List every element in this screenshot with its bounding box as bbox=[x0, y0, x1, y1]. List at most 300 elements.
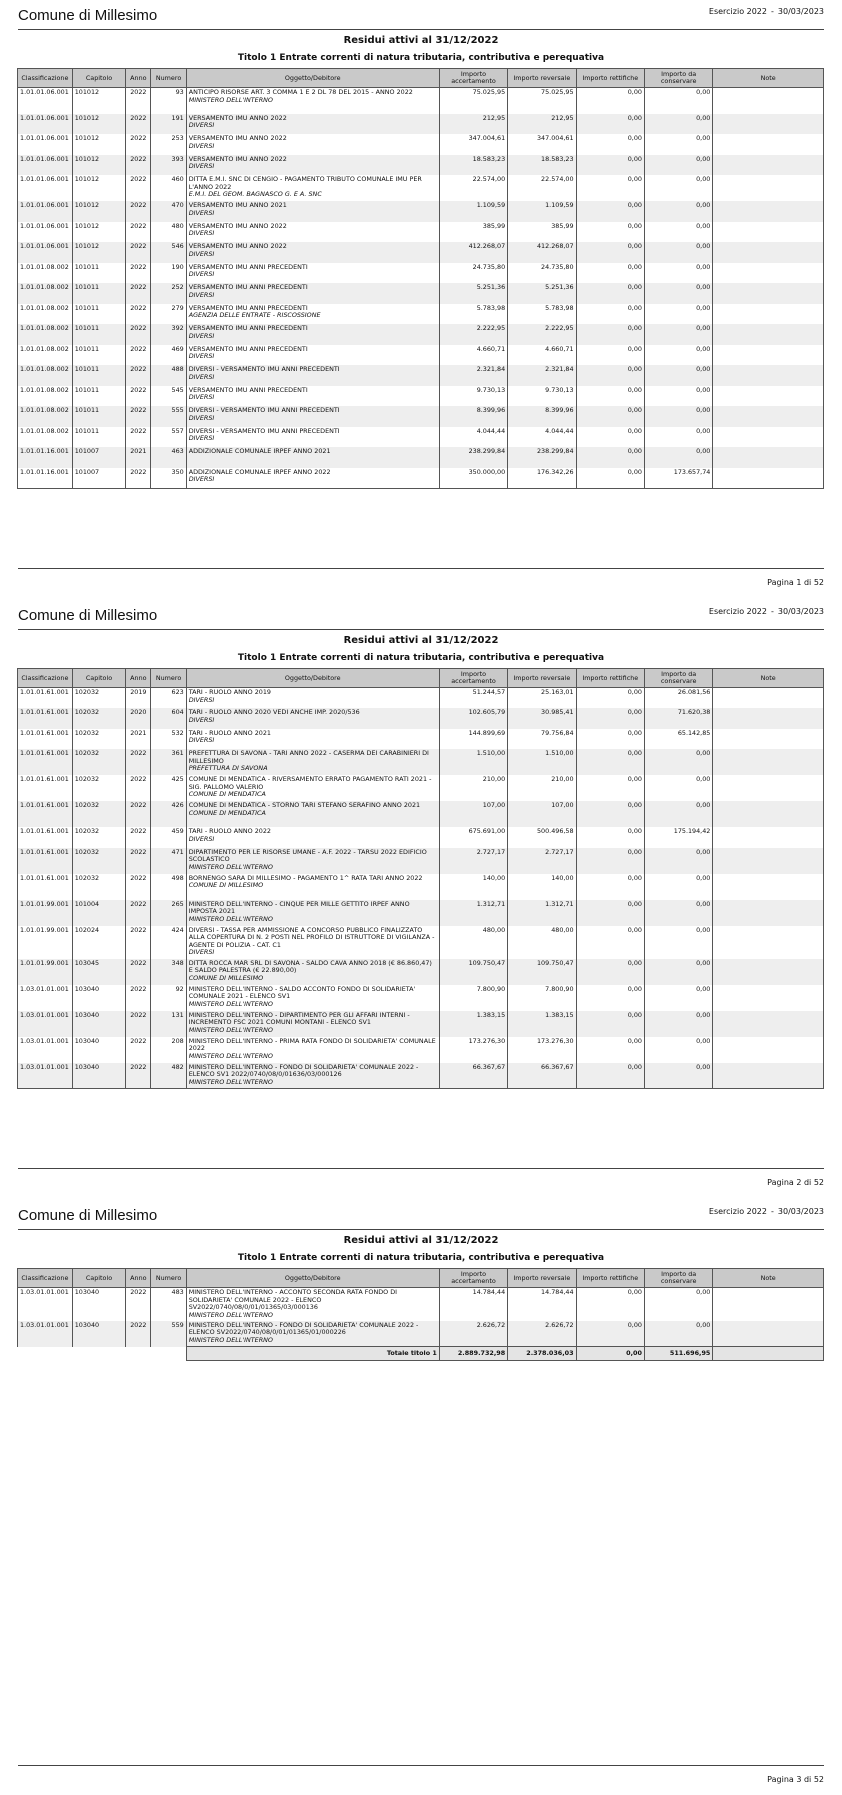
importo-accertamento-cell: 2.321,84 bbox=[439, 365, 507, 386]
classificazione-cell: 1.03.01.01.001 bbox=[18, 1063, 73, 1089]
oggetto-debitore-cell bbox=[186, 242, 439, 263]
anno-cell: 2022 bbox=[126, 114, 151, 135]
table-row bbox=[18, 1288, 824, 1321]
importo-conservare-cell: 0,00 bbox=[644, 959, 712, 985]
debitore-text: COMUNE DI MILLESIMO bbox=[188, 973, 264, 982]
oggetto-text: VERSAMENTO IMU ANNO 2022 bbox=[188, 154, 287, 163]
residui-table bbox=[17, 668, 824, 1089]
numero-cell: 604 bbox=[151, 708, 186, 729]
importo-accertamento-cell: 7.800,90 bbox=[439, 985, 507, 1011]
col-header-importo-conservare: Importo da conservare bbox=[644, 69, 712, 88]
oggetto-debitore-cell bbox=[186, 345, 439, 366]
anno-cell: 2020 bbox=[126, 708, 151, 729]
anno-cell: 2022 bbox=[126, 324, 151, 345]
anno-cell: 2022 bbox=[126, 88, 151, 114]
col-header-capitolo: Capitolo bbox=[72, 669, 126, 688]
importo-reversale-cell: 8.399,96 bbox=[508, 406, 576, 427]
importo-reversale-cell: 2.626,72 bbox=[508, 1321, 576, 1347]
oggetto-text: MINISTERO DELL'INTERNO - SALDO ACCONTO FONDO DI SOLIDARIETA' COMUNALE 2021 - ELENCO SV1 bbox=[188, 984, 416, 1001]
footer-rule bbox=[18, 1765, 824, 1766]
importo-conservare-cell: 0,00 bbox=[644, 406, 712, 427]
classificazione-cell: 1.01.01.99.001 bbox=[18, 959, 73, 985]
capitolo-cell: 103040 bbox=[72, 1321, 126, 1347]
importo-conservare-cell: 0,00 bbox=[644, 926, 712, 959]
debitore-text: DIVERSI bbox=[188, 834, 215, 843]
classificazione-cell: 1.01.01.06.001 bbox=[18, 88, 73, 114]
classificazione-cell: 1.01.01.99.001 bbox=[18, 900, 73, 926]
importo-accertamento-cell: 4.660,71 bbox=[439, 345, 507, 366]
oggetto-debitore-cell bbox=[186, 406, 439, 427]
table-row bbox=[18, 114, 824, 135]
oggetto-text: MINISTERO DELL'INTERNO - DIPARTIMENTO PER GLI AFFARI INTERNI - INCREMENTO FSC 2021 COMUNI MONTANI - ELENCO SV1 bbox=[188, 1010, 410, 1027]
anno-cell: 2022 bbox=[126, 775, 151, 801]
oggetto-debitore-cell bbox=[186, 263, 439, 284]
anno-cell: 2022 bbox=[126, 134, 151, 155]
numero-cell: 279 bbox=[151, 304, 186, 325]
capitolo-cell: 101012 bbox=[72, 242, 126, 263]
exercise-label: Esercizio 2022 bbox=[708, 607, 767, 616]
importo-accertamento-cell: 385,99 bbox=[439, 222, 507, 243]
capitolo-cell: 101011 bbox=[72, 304, 126, 325]
importo-rettifiche-cell: 0,00 bbox=[576, 222, 644, 243]
oggetto-text: MINISTERO DELL'INTERNO - CINQUE PER MILLE GETTITO IRPEF ANNO IMPOSTA 2021 bbox=[188, 899, 410, 916]
oggetto-text: ADDIZIONALE COMUNALE IRPEF ANNO 2021 bbox=[188, 447, 331, 455]
report-title: Residui attivi al 31/12/2022 bbox=[343, 635, 499, 646]
numero-cell: 190 bbox=[151, 263, 186, 284]
capitolo-cell: 103040 bbox=[72, 985, 126, 1011]
classificazione-cell: 1.01.01.06.001 bbox=[18, 222, 73, 243]
numero-cell: 546 bbox=[151, 242, 186, 263]
oggetto-text: MINISTERO DELL'INTERNO - ACCONTO SECONDA RATA FONDO DI SOLIDARIETA' COMUNALE 2022 - ELENCO SV2022/0740/08/0/01/01365/03/000136 bbox=[188, 1288, 398, 1312]
importo-conservare-cell: 0,00 bbox=[644, 874, 712, 900]
numero-cell: 424 bbox=[151, 926, 186, 959]
importo-rettifiche-cell: 0,00 bbox=[576, 304, 644, 325]
total-row bbox=[18, 1347, 824, 1361]
note-cell bbox=[713, 134, 824, 155]
col-header-importo-reversale: Importo reversale bbox=[508, 69, 576, 88]
anno-cell: 2021 bbox=[126, 447, 151, 468]
anno-cell: 2019 bbox=[126, 688, 151, 709]
debitore-text: DIVERSI bbox=[188, 372, 215, 381]
oggetto-debitore-cell bbox=[186, 708, 439, 729]
report-subtitle: Titolo 1 Entrate correnti di natura tributaria, contributiva e perequativa bbox=[237, 653, 605, 663]
capitolo-cell: 101011 bbox=[72, 386, 126, 407]
anno-cell: 2022 bbox=[126, 874, 151, 900]
note-cell bbox=[713, 874, 824, 900]
note-cell bbox=[713, 749, 824, 775]
numero-cell: 463 bbox=[151, 447, 186, 468]
debitore-text: DIVERSI bbox=[188, 715, 215, 724]
importo-accertamento-cell: 8.399,96 bbox=[439, 406, 507, 427]
importo-reversale-cell: 2.222,95 bbox=[508, 324, 576, 345]
importo-reversale-cell: 9.730,13 bbox=[508, 386, 576, 407]
capitolo-cell: 103040 bbox=[72, 1037, 126, 1063]
capitolo-cell: 102032 bbox=[72, 827, 126, 848]
oggetto-text: TARI - RUOLO ANNO 2021 bbox=[188, 728, 271, 737]
table-row bbox=[18, 386, 824, 407]
numero-cell: 623 bbox=[151, 688, 186, 709]
entity-title: Comune di Millesimo bbox=[18, 607, 158, 624]
header-separator: - bbox=[771, 607, 774, 616]
note-cell bbox=[713, 88, 824, 114]
total-importo-rettifiche: 0,00 bbox=[576, 1347, 644, 1361]
anno-cell: 2022 bbox=[126, 749, 151, 775]
col-header-anno: Anno bbox=[126, 1269, 151, 1288]
oggetto-debitore-cell bbox=[186, 848, 439, 874]
numero-cell: 426 bbox=[151, 801, 186, 827]
note-cell bbox=[713, 848, 824, 874]
debitore-text: DIVERSI bbox=[188, 413, 215, 422]
capitolo-cell: 101007 bbox=[72, 468, 126, 489]
anno-cell: 2022 bbox=[126, 283, 151, 304]
classificazione-cell: 1.01.01.61.001 bbox=[18, 708, 73, 729]
table-row bbox=[18, 1037, 824, 1063]
importo-rettifiche-cell: 0,00 bbox=[576, 985, 644, 1011]
importo-reversale-cell: 4.660,71 bbox=[508, 345, 576, 366]
table-body bbox=[18, 1288, 824, 1347]
importo-reversale-cell: 1.510,00 bbox=[508, 749, 576, 775]
table-row bbox=[18, 900, 824, 926]
oggetto-text: MINISTERO DELL'INTERNO - FONDO DI SOLIDARIETA' COMUNALE 2022 - ELENCO SV1 2022/0740/08/0/01636/03/000126 bbox=[188, 1062, 419, 1079]
importo-accertamento-cell: 1.312,71 bbox=[439, 900, 507, 926]
oggetto-debitore-cell bbox=[186, 874, 439, 900]
importo-accertamento-cell: 212,95 bbox=[439, 114, 507, 135]
table-row bbox=[18, 874, 824, 900]
oggetto-text: COMUNE DI MENDATICA - RIVERSAMENTO ERRATO PAGAMENTO RATI 2021 - SIG. PALLOMO VALERIO bbox=[188, 775, 432, 791]
anno-cell: 2022 bbox=[126, 175, 151, 201]
capitolo-cell: 101011 bbox=[72, 345, 126, 366]
oggetto-debitore-cell bbox=[186, 729, 439, 750]
col-header-importo-accertamento: Importo accertamento bbox=[439, 69, 507, 88]
importo-rettifiche-cell: 0,00 bbox=[576, 926, 644, 959]
col-header-classificazione: Classificazione bbox=[18, 69, 73, 88]
importo-accertamento-cell: 2.222,95 bbox=[439, 324, 507, 345]
report-title: Residui attivi al 31/12/2022 bbox=[343, 35, 499, 46]
report-page-2 bbox=[0, 600, 842, 1198]
importo-conservare-cell: 0,00 bbox=[644, 386, 712, 407]
importo-accertamento-cell: 4.044,44 bbox=[439, 427, 507, 448]
footer-rule bbox=[18, 568, 824, 569]
numero-cell: 348 bbox=[151, 959, 186, 985]
note-cell bbox=[713, 468, 824, 489]
header-separator: - bbox=[771, 1207, 774, 1216]
classificazione-cell: 1.01.01.06.001 bbox=[18, 155, 73, 176]
anno-cell: 2022 bbox=[126, 1063, 151, 1089]
page-number: Pagina 1 di 52 bbox=[767, 578, 824, 587]
importo-reversale-cell: 109.750,47 bbox=[508, 959, 576, 985]
capitolo-cell: 101011 bbox=[72, 406, 126, 427]
capitolo-cell: 102032 bbox=[72, 688, 126, 709]
oggetto-debitore-cell bbox=[186, 222, 439, 243]
report-page-1 bbox=[0, 0, 842, 598]
importo-rettifiche-cell: 0,00 bbox=[576, 447, 644, 468]
importo-reversale-cell: 107,00 bbox=[508, 801, 576, 827]
numero-cell: 393 bbox=[151, 155, 186, 176]
importo-rettifiche-cell: 0,00 bbox=[576, 1037, 644, 1063]
entity-title: Comune di Millesimo bbox=[18, 7, 158, 24]
importo-accertamento-cell: 140,00 bbox=[439, 874, 507, 900]
importo-reversale-cell: 66.367,67 bbox=[508, 1063, 576, 1089]
capitolo-cell: 102032 bbox=[72, 874, 126, 900]
table-row bbox=[18, 175, 824, 201]
oggetto-text: DIVERSI - VERSAMENTO IMU ANNI PRECEDENTI bbox=[188, 406, 340, 414]
importo-reversale-cell: 347.004,61 bbox=[508, 134, 576, 155]
importo-conservare-cell: 175.194,42 bbox=[644, 827, 712, 848]
classificazione-cell: 1.01.01.08.002 bbox=[18, 283, 73, 304]
note-cell bbox=[713, 926, 824, 959]
importo-reversale-cell: 1.312,71 bbox=[508, 900, 576, 926]
importo-reversale-cell: 385,99 bbox=[508, 222, 576, 243]
oggetto-debitore-cell bbox=[186, 688, 439, 709]
table-row bbox=[18, 985, 824, 1011]
col-header-note: Note bbox=[713, 1269, 824, 1288]
importo-rettifiche-cell: 0,00 bbox=[576, 848, 644, 874]
importo-reversale-cell: 4.044,44 bbox=[508, 427, 576, 448]
importo-reversale-cell: 22.574,00 bbox=[508, 175, 576, 201]
capitolo-cell: 102032 bbox=[72, 801, 126, 827]
classificazione-cell: 1.01.01.61.001 bbox=[18, 827, 73, 848]
classificazione-cell: 1.01.01.08.002 bbox=[18, 365, 73, 386]
table-body bbox=[18, 88, 824, 489]
importo-reversale-cell: 79.756,84 bbox=[508, 729, 576, 750]
importo-conservare-cell: 0,00 bbox=[644, 1288, 712, 1321]
importo-accertamento-cell: 9.730,13 bbox=[439, 386, 507, 407]
importo-accertamento-cell: 675.691,00 bbox=[439, 827, 507, 848]
classificazione-cell: 1.01.01.08.002 bbox=[18, 386, 73, 407]
table-row bbox=[18, 242, 824, 263]
importo-conservare-cell: 0,00 bbox=[644, 134, 712, 155]
oggetto-debitore-cell bbox=[186, 114, 439, 135]
numero-cell: 425 bbox=[151, 775, 186, 801]
capitolo-cell: 101012 bbox=[72, 155, 126, 176]
importo-conservare-cell: 0,00 bbox=[644, 985, 712, 1011]
importo-conservare-cell: 0,00 bbox=[644, 1037, 712, 1063]
note-cell bbox=[713, 729, 824, 750]
classificazione-cell: 1.01.01.16.001 bbox=[18, 468, 73, 489]
importo-accertamento-cell: 2.626,72 bbox=[439, 1321, 507, 1347]
importo-accertamento-cell: 480,00 bbox=[439, 926, 507, 959]
oggetto-text: MINISTERO DELL'INTERNO - FONDO DI SOLIDARIETA' COMUNALE 2022 - ELENCO SV2022/0740/08/0/01/01365/01/000226 bbox=[188, 1320, 419, 1337]
anno-cell: 2022 bbox=[126, 1288, 151, 1321]
importo-reversale-cell: 173.276,30 bbox=[508, 1037, 576, 1063]
debitore-text: DIVERSI bbox=[188, 948, 215, 957]
numero-cell: 480 bbox=[151, 222, 186, 243]
note-cell bbox=[713, 222, 824, 243]
table-row bbox=[18, 324, 824, 345]
table-row bbox=[18, 827, 824, 848]
importo-rettifiche-cell: 0,00 bbox=[576, 365, 644, 386]
table-row bbox=[18, 447, 824, 468]
importo-accertamento-cell: 14.784,44 bbox=[439, 1288, 507, 1321]
importo-rettifiche-cell: 0,00 bbox=[576, 874, 644, 900]
oggetto-debitore-cell bbox=[186, 1011, 439, 1037]
oggetto-debitore-cell bbox=[186, 447, 439, 468]
classificazione-cell: 1.01.01.08.002 bbox=[18, 304, 73, 325]
importo-accertamento-cell: 5.251,36 bbox=[439, 283, 507, 304]
note-cell bbox=[713, 447, 824, 468]
oggetto-text: ANTICIPO RISORSE ART. 3 COMMA 1 E 2 DL 78 DEL 2015 - ANNO 2022 bbox=[188, 88, 413, 96]
exercise-label: Esercizio 2022 bbox=[708, 7, 767, 16]
table-row bbox=[18, 263, 824, 284]
oggetto-debitore-cell bbox=[186, 1063, 439, 1089]
note-cell bbox=[713, 959, 824, 985]
oggetto-debitore-cell bbox=[186, 88, 439, 114]
col-header-anno: Anno bbox=[126, 669, 151, 688]
classificazione-cell: 1.01.01.61.001 bbox=[18, 749, 73, 775]
header-rule bbox=[18, 629, 824, 630]
oggetto-debitore-cell bbox=[186, 283, 439, 304]
col-header-importo-conservare: Importo da conservare bbox=[644, 1269, 712, 1288]
oggetto-text: DITTA E.M.I. SNC DI CENGIO - PAGAMENTO TRIBUTO COMUNALE IMU PER L'ANNO 2022 bbox=[188, 175, 422, 191]
table-header-row bbox=[18, 69, 824, 88]
oggetto-text: VERSAMENTO IMU ANNI PRECEDENTI bbox=[188, 283, 308, 291]
debitore-text: MINISTERO DELL'INTERNO bbox=[188, 999, 273, 1008]
debitore-text: DIVERSI bbox=[188, 141, 215, 150]
numero-cell: 532 bbox=[151, 729, 186, 750]
note-cell bbox=[713, 1288, 824, 1321]
debitore-text: MINISTERO DELL'INTERNO bbox=[188, 1077, 273, 1086]
importo-rettifiche-cell: 0,00 bbox=[576, 468, 644, 489]
importo-rettifiche-cell: 0,00 bbox=[576, 827, 644, 848]
importo-conservare-cell: 0,00 bbox=[644, 324, 712, 345]
note-cell bbox=[713, 201, 824, 222]
col-header-classificazione: Classificazione bbox=[18, 1269, 73, 1288]
anno-cell: 2022 bbox=[126, 406, 151, 427]
classificazione-cell: 1.01.01.08.002 bbox=[18, 406, 73, 427]
col-header-capitolo: Capitolo bbox=[72, 69, 126, 88]
importo-conservare-cell: 0,00 bbox=[644, 242, 712, 263]
table-row bbox=[18, 848, 824, 874]
debitore-text: DIVERSI bbox=[188, 162, 215, 171]
table-row bbox=[18, 801, 824, 827]
importo-accertamento-cell: 66.367,67 bbox=[439, 1063, 507, 1089]
col-header-importo-accertamento: Importo accertamento bbox=[439, 669, 507, 688]
numero-cell: 252 bbox=[151, 283, 186, 304]
table-row bbox=[18, 749, 824, 775]
importo-rettifiche-cell: 0,00 bbox=[576, 406, 644, 427]
capitolo-cell: 101012 bbox=[72, 222, 126, 243]
importo-accertamento-cell: 210,00 bbox=[439, 775, 507, 801]
importo-reversale-cell: 24.735,80 bbox=[508, 263, 576, 284]
capitolo-cell: 102032 bbox=[72, 729, 126, 750]
numero-cell: 488 bbox=[151, 365, 186, 386]
numero-cell: 392 bbox=[151, 324, 186, 345]
table-row bbox=[18, 304, 824, 325]
note-cell bbox=[713, 155, 824, 176]
col-header-oggetto: Oggetto/Debitore bbox=[186, 669, 439, 688]
oggetto-debitore-cell bbox=[186, 175, 439, 201]
debitore-text: DIVERSI bbox=[188, 695, 215, 704]
classificazione-cell: 1.01.01.61.001 bbox=[18, 874, 73, 900]
note-cell bbox=[713, 304, 824, 325]
header-rule bbox=[18, 29, 824, 30]
oggetto-text: VERSAMENTO IMU ANNI PRECEDENTI bbox=[188, 344, 308, 353]
numero-cell: 545 bbox=[151, 386, 186, 407]
importo-reversale-cell: 140,00 bbox=[508, 874, 576, 900]
total-importo-conservare: 511.696,95 bbox=[644, 1347, 712, 1361]
capitolo-cell: 101012 bbox=[72, 114, 126, 135]
classificazione-cell: 1.01.01.06.001 bbox=[18, 134, 73, 155]
debitore-text: MINISTERO DELL'INTERNO bbox=[188, 1025, 273, 1034]
importo-conservare-cell: 0,00 bbox=[644, 427, 712, 448]
debitore-text: DIVERSI bbox=[188, 434, 215, 443]
oggetto-text: VERSAMENTO IMU ANNI PRECEDENTI bbox=[188, 385, 308, 394]
anno-cell: 2022 bbox=[126, 222, 151, 243]
importo-reversale-cell: 30.985,41 bbox=[508, 708, 576, 729]
col-header-note: Note bbox=[713, 69, 824, 88]
importo-accertamento-cell: 144.899,69 bbox=[439, 729, 507, 750]
page-number: Pagina 3 di 52 bbox=[767, 1775, 824, 1784]
anno-cell: 2022 bbox=[126, 427, 151, 448]
classificazione-cell: 1.01.01.08.002 bbox=[18, 345, 73, 366]
importo-rettifiche-cell: 0,00 bbox=[576, 155, 644, 176]
capitolo-cell: 103040 bbox=[72, 1288, 126, 1321]
importo-rettifiche-cell: 0,00 bbox=[576, 1321, 644, 1347]
note-cell bbox=[713, 175, 824, 201]
table-row bbox=[18, 1321, 824, 1347]
note-cell bbox=[713, 900, 824, 926]
importo-reversale-cell: 212,95 bbox=[508, 114, 576, 135]
capitolo-cell: 103040 bbox=[72, 1011, 126, 1037]
importo-conservare-cell: 26.081,56 bbox=[644, 688, 712, 709]
table-row bbox=[18, 708, 824, 729]
importo-accertamento-cell: 5.783,98 bbox=[439, 304, 507, 325]
oggetto-text: VERSAMENTO IMU ANNO 2021 bbox=[188, 201, 287, 209]
numero-cell: 265 bbox=[151, 900, 186, 926]
debitore-text: DIVERSI bbox=[188, 475, 215, 484]
importo-rettifiche-cell: 0,00 bbox=[576, 242, 644, 263]
table-row bbox=[18, 201, 824, 222]
importo-conservare-cell: 173.657,74 bbox=[644, 468, 712, 489]
table-row bbox=[18, 729, 824, 750]
exercise-label: Esercizio 2022 bbox=[708, 1207, 767, 1216]
numero-cell: 459 bbox=[151, 827, 186, 848]
importo-rettifiche-cell: 0,00 bbox=[576, 900, 644, 926]
importo-conservare-cell: 0,00 bbox=[644, 263, 712, 284]
report-subtitle: Titolo 1 Entrate correnti di natura tributaria, contributiva e perequativa bbox=[237, 1253, 605, 1263]
anno-cell: 2022 bbox=[126, 1037, 151, 1063]
table-row bbox=[18, 134, 824, 155]
importo-rettifiche-cell: 0,00 bbox=[576, 688, 644, 709]
importo-rettifiche-cell: 0,00 bbox=[576, 201, 644, 222]
footer-rule bbox=[18, 1168, 824, 1169]
anno-cell: 2021 bbox=[126, 729, 151, 750]
importo-conservare-cell: 0,00 bbox=[644, 365, 712, 386]
capitolo-cell: 103040 bbox=[72, 1063, 126, 1089]
numero-cell: 470 bbox=[151, 201, 186, 222]
capitolo-cell: 102032 bbox=[72, 708, 126, 729]
header-rule bbox=[18, 1229, 824, 1230]
note-cell bbox=[713, 1011, 824, 1037]
importo-conservare-cell: 0,00 bbox=[644, 775, 712, 801]
anno-cell: 2022 bbox=[126, 304, 151, 325]
anno-cell: 2022 bbox=[126, 848, 151, 874]
importo-accertamento-cell: 1.109,59 bbox=[439, 201, 507, 222]
importo-accertamento-cell: 107,00 bbox=[439, 801, 507, 827]
col-header-capitolo: Capitolo bbox=[72, 1269, 126, 1288]
capitolo-cell: 101011 bbox=[72, 263, 126, 284]
table-row bbox=[18, 222, 824, 243]
oggetto-text: DIVERSI - VERSAMENTO IMU ANNI PRECEDENTI bbox=[188, 365, 340, 373]
numero-cell: 92 bbox=[151, 985, 186, 1011]
oggetto-debitore-cell bbox=[186, 386, 439, 407]
debitore-text: DIVERSI bbox=[188, 290, 215, 299]
note-cell bbox=[713, 345, 824, 366]
capitolo-cell: 101012 bbox=[72, 201, 126, 222]
importo-accertamento-cell: 347.004,61 bbox=[439, 134, 507, 155]
importo-accertamento-cell: 22.574,00 bbox=[439, 175, 507, 201]
note-cell bbox=[713, 1063, 824, 1089]
